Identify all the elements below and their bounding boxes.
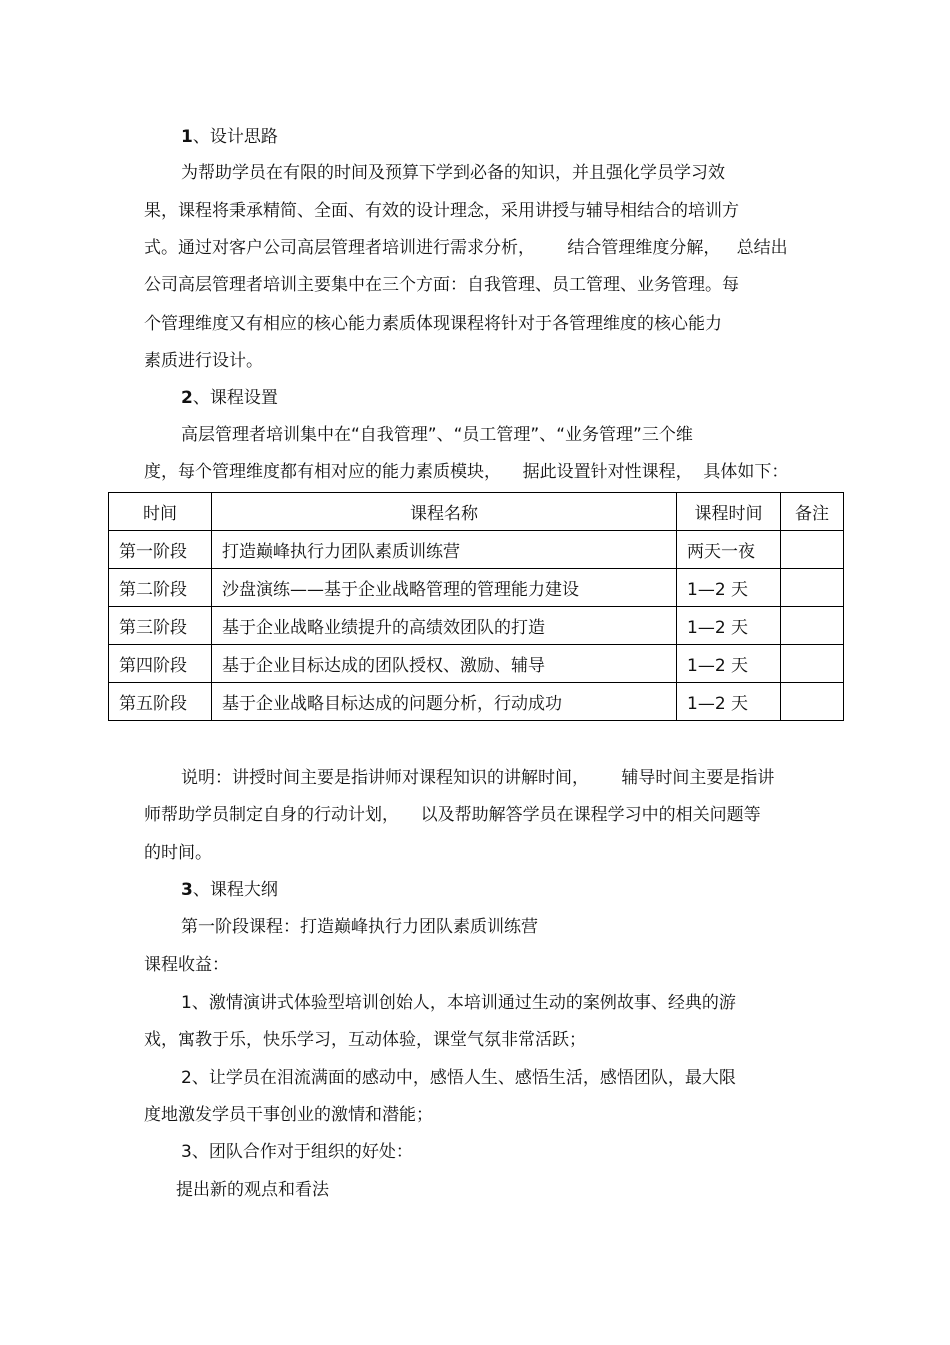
benefit-line: 1、激情演讲式体验型培训创始人，本培训通过生动的案例故事、经典的游 — [181, 993, 736, 1013]
paragraph-line: 公司高层管理者培训主要集中在三个方面：自我管理、员工管理、业务管理。每 — [144, 275, 739, 295]
section-2-heading — [181, 388, 278, 408]
paragraph-line: 式。通过对客户公司高层管理者培训进行需求分析， 结合管理维度分解， 总结出 — [144, 238, 788, 258]
paragraph-line: 度，每个管理维度都有相对应的能力素质模块， 据此设置针对性课程， 具体如下： — [144, 462, 789, 482]
duration-cell: 两天一夜 — [677, 531, 781, 569]
stage-cell: 第五阶段 — [109, 683, 212, 721]
remarks-cell — [781, 569, 844, 607]
course-name-cell: 基于企业战略业绩提升的高绩效团队的打造 — [212, 607, 677, 645]
course-name-cell: 打造巅峰执行力团队素质训练营 — [212, 531, 677, 569]
section-3-title: 、课程大纲 — [192, 880, 278, 900]
table-row — [109, 683, 844, 721]
benefit-line: 戏，寓教于乐，快乐学习，互动体验，课堂气氛非常活跃； — [144, 1030, 586, 1050]
section-1-title: 、设计思路 — [192, 127, 278, 147]
paragraph-line: 素质进行设计。 — [144, 351, 263, 371]
remarks-cell — [781, 645, 844, 683]
stage-cell: 第三阶段 — [109, 607, 212, 645]
section-1-number: 1 — [181, 127, 193, 147]
column-header-course-name: 课程名称 — [212, 493, 677, 531]
table-row — [109, 607, 844, 645]
stage-cell: 第二阶段 — [109, 569, 212, 607]
section-3-number: 3 — [181, 880, 193, 900]
duration-cell: 1—2 天 — [677, 607, 781, 645]
course-table — [108, 492, 844, 721]
stage-cell: 第四阶段 — [109, 645, 212, 683]
section-1-heading — [181, 127, 278, 147]
note-line: 说明：讲授时间主要是指讲师对课程知识的讲解时间， 辅导时间主要是指讲 — [181, 768, 775, 788]
paragraph-line: 个管理维度又有相应的核心能力素质体现课程将针对于各管理维度的核心能力 — [144, 314, 722, 334]
section-3-heading — [181, 880, 278, 900]
section-2-number: 2 — [181, 388, 193, 408]
course-name-cell: 基于企业目标达成的团队授权、激励、辅导 — [212, 645, 677, 683]
remarks-cell — [781, 683, 844, 721]
table-row — [109, 531, 844, 569]
table-row — [109, 569, 844, 607]
remarks-cell — [781, 607, 844, 645]
benefit-line: 3、团队合作对于组织的好处： — [181, 1142, 413, 1162]
stage-cell: 第一阶段 — [109, 531, 212, 569]
paragraph-line: 高层管理者培训集中在“自我管理”、“员工管理”、“业务管理”三个维 — [181, 425, 693, 445]
course-name-cell: 沙盘演练——基于企业战略管理的管理能力建设 — [212, 569, 677, 607]
table-header-row — [109, 493, 844, 531]
benefit-line: 提出新的观点和看法 — [176, 1180, 329, 1200]
benefits-label: 课程收益： — [144, 955, 229, 975]
benefit-line: 2、让学员在泪流满面的感动中，感悟人生、感悟生活，感悟团队，最大限 — [181, 1068, 736, 1088]
stage-1-course-title: 第一阶段课程：打造巅峰执行力团队素质训练营 — [181, 917, 538, 937]
remarks-cell — [781, 531, 844, 569]
column-header-time: 时间 — [109, 493, 212, 531]
table-row — [109, 645, 844, 683]
duration-cell: 1—2 天 — [677, 645, 781, 683]
paragraph-line: 果，课程将秉承精简、全面、有效的设计理念，采用讲授与辅导相结合的培训方 — [144, 201, 739, 221]
course-name-cell: 基于企业战略目标达成的问题分析，行动成功 — [212, 683, 677, 721]
duration-cell: 1—2 天 — [677, 683, 781, 721]
paragraph-line: 为帮助学员在有限的时间及预算下学到必备的知识，并且强化学员学习效 — [181, 163, 725, 183]
column-header-remarks: 备注 — [781, 493, 844, 531]
duration-cell: 1—2 天 — [677, 569, 781, 607]
note-line: 师帮助学员制定自身的行动计划， 以及帮助解答学员在课程学习中的相关问题等 — [144, 805, 761, 825]
benefit-line: 度地激发学员干事创业的激情和潜能； — [144, 1105, 433, 1125]
column-header-course-duration: 课程时间 — [677, 493, 781, 531]
section-2-title: 、课程设置 — [192, 388, 278, 408]
note-line: 的时间。 — [144, 843, 212, 863]
